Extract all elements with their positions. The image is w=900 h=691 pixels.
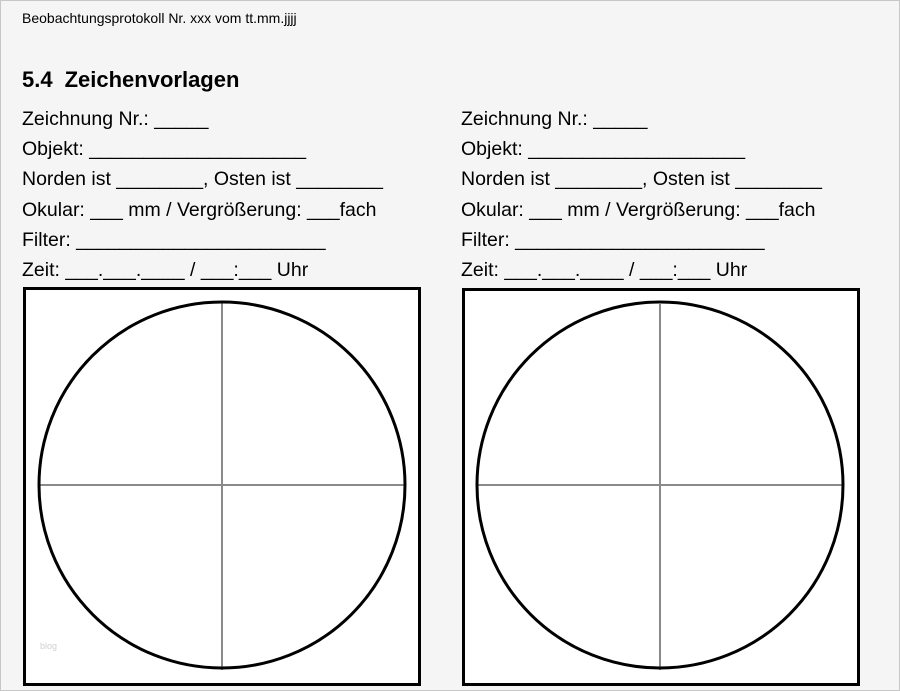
watermark: blog (40, 641, 58, 651)
eyepiece-field: Okular: ___ mm / Vergrößerung: ___fach (461, 198, 816, 221)
template-1-form (22, 106, 383, 287)
time-field: Zeit: ___.___.____ / ___:___ Uhr (461, 258, 748, 281)
eyepiece-field-circle-2 (465, 291, 857, 683)
time-field: Zeit: ___.___.____ / ___:___ Uhr (22, 258, 309, 281)
drawing-frame-2 (462, 288, 860, 686)
section-title: Zeichenvorlagen (64, 67, 240, 92)
section-number: 5.4 (22, 67, 53, 92)
section-heading (22, 67, 239, 93)
filter-field: Filter: _______________________ (22, 228, 326, 251)
object-field: Objekt: ____________________ (461, 138, 746, 161)
document-header: Beobachtungsprotokoll Nr. xxx vom tt.mm.jjjj (22, 10, 297, 26)
drawing-number-field: Zeichnung Nr.: _____ (461, 108, 648, 130)
eyepiece-field-circle-1 (26, 290, 418, 683)
filter-field: Filter: _______________________ (461, 228, 765, 251)
drawing-frame-1 (23, 287, 421, 686)
orientation-field: Norden ist ________, Osten ist ________ (461, 168, 823, 191)
drawing-number-field: Zeichnung Nr.: _____ (22, 108, 209, 130)
eyepiece-field: Okular: ___ mm / Vergrößerung: ___fach (22, 198, 377, 221)
object-field: Objekt: ____________________ (22, 138, 307, 161)
orientation-field: Norden ist ________, Osten ist ________ (22, 168, 384, 191)
template-2-form (461, 106, 822, 287)
